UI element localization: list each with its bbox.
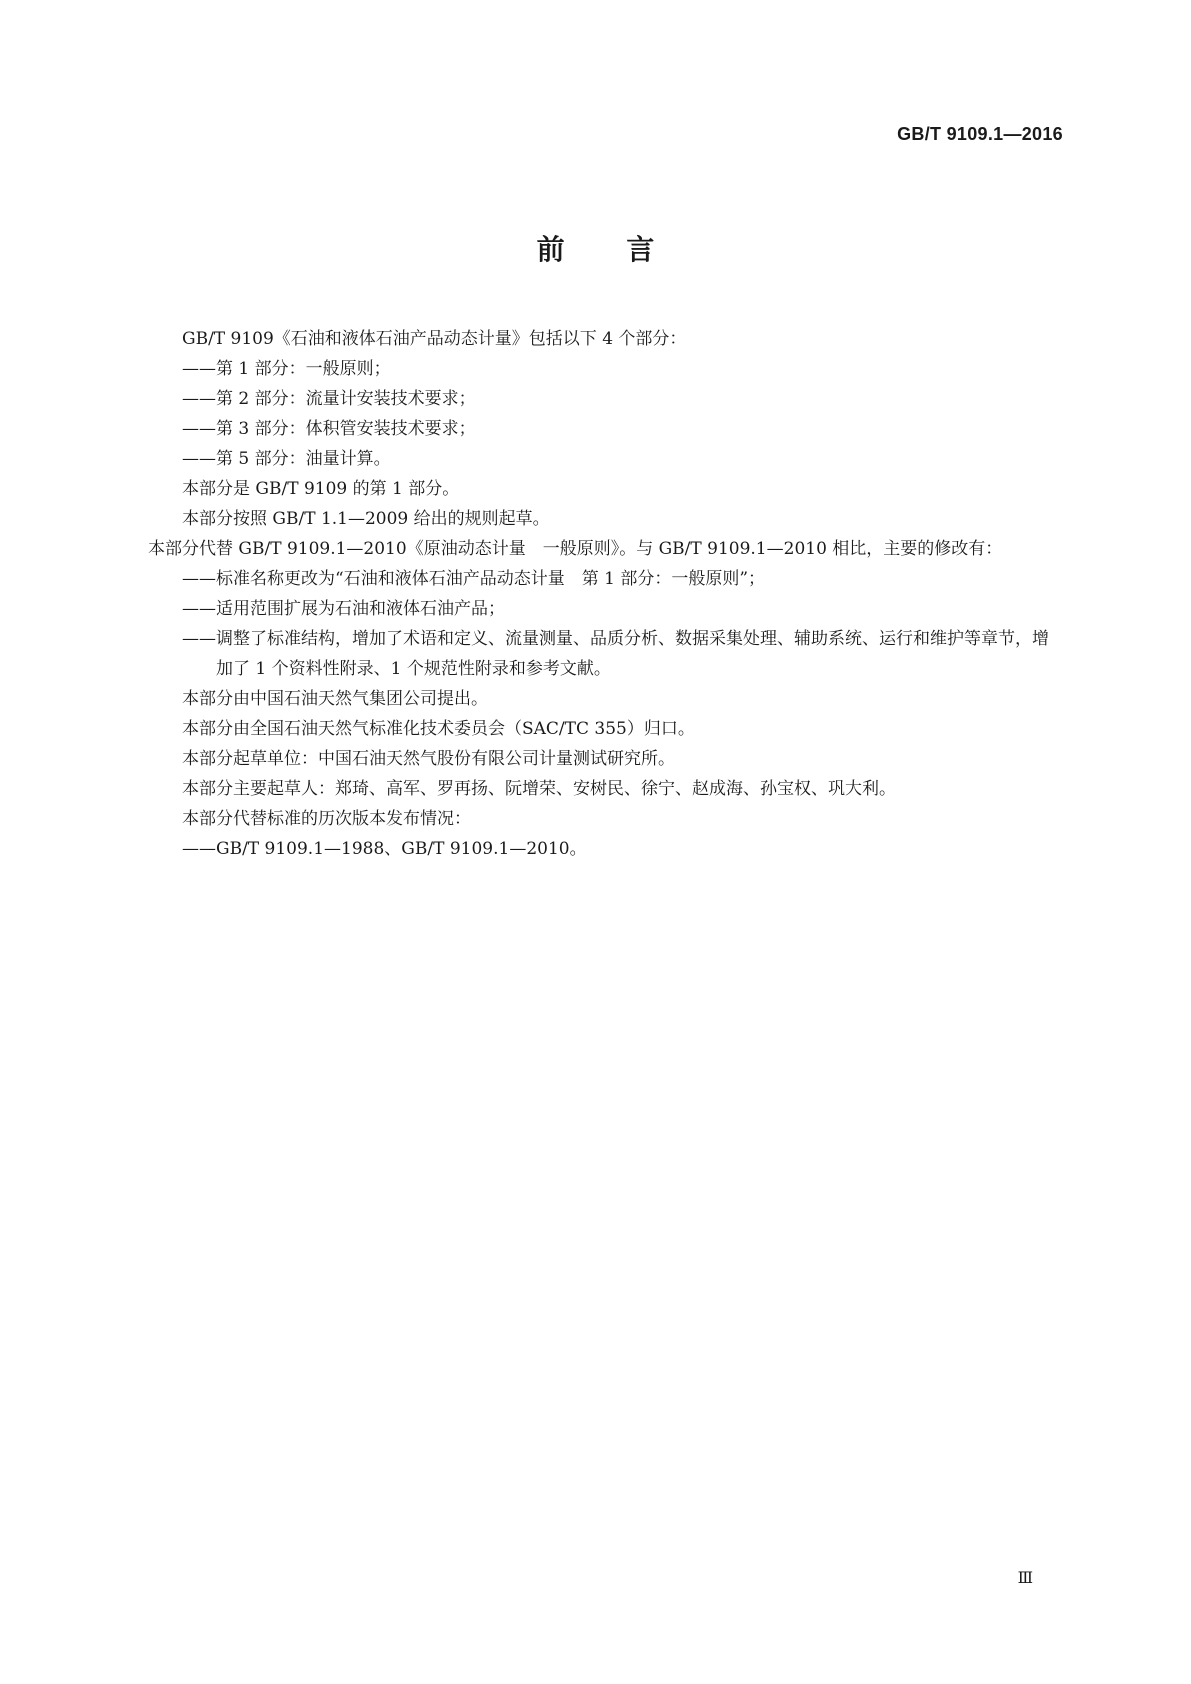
paragraph-intro: GB/T 9109《石油和液体石油产品动态计量》包括以下 4 个部分：	[182, 329, 687, 349]
list-item-part-1: ——第 1 部分：一般原则；	[182, 359, 391, 379]
list-item-history-versions: ——GB/T 9109.1—1988、GB/T 9109.1—2010。	[182, 839, 587, 859]
paragraph-drafting-unit: 本部分起草单位：中国石油天然气股份有限公司计量测试研究所。	[182, 749, 675, 769]
paragraph-history: 本部分代替标准的历次版本发布情况：	[182, 809, 471, 829]
paragraph-drafters: 本部分主要起草人：郑琦、高军、罗再扬、阮增荣、安树民、徐宁、赵成海、孙宝权、巩大利。	[182, 779, 896, 799]
list-item-change-name: ——标准名称更改为“石油和液体石油产品动态计量 第 1 部分：一般原则”；	[182, 569, 766, 589]
standard-code: GB/T 9109.1—2016	[897, 124, 1063, 144]
paragraph-replaces: 本部分代替 GB/T 9109.1—2010《原油动态计量 一般原则》。与 GB/T 9109.1—2010 相比，主要的修改有：	[148, 539, 1003, 559]
list-item-part-3: ——第 3 部分：体积管安装技术要求；	[182, 419, 476, 439]
paragraph-part-of: 本部分是 GB/T 9109 的第 1 部分。	[182, 479, 460, 499]
foreword-body	[148, 324, 1060, 864]
list-item-part-2: ——第 2 部分：流量计安装技术要求；	[182, 389, 476, 409]
list-item-change-structure: ——调整了标准结构，增加了术语和定义、流量测量、品质分析、数据采集处理、辅助系统、运行和维护等章节，增加了 1 个资料性附录、1 个规范性附录和参考文献。	[182, 629, 1049, 679]
paragraph-drafting-rules: 本部分按照 GB/T 1.1—2009 给出的规则起草。	[182, 509, 550, 529]
page-number: Ⅲ	[1017, 1568, 1033, 1587]
paragraph-centralized-by: 本部分由全国石油天然气标准化技术委员会（SAC/TC 355）归口。	[182, 719, 695, 739]
list-item-change-scope: ——适用范围扩展为石油和液体石油产品；	[182, 599, 505, 619]
page-title: 前 言	[536, 233, 655, 266]
list-item-part-5: ——第 5 部分：油量计算。	[182, 449, 391, 469]
paragraph-proposed-by: 本部分由中国石油天然气集团公司提出。	[182, 689, 488, 709]
